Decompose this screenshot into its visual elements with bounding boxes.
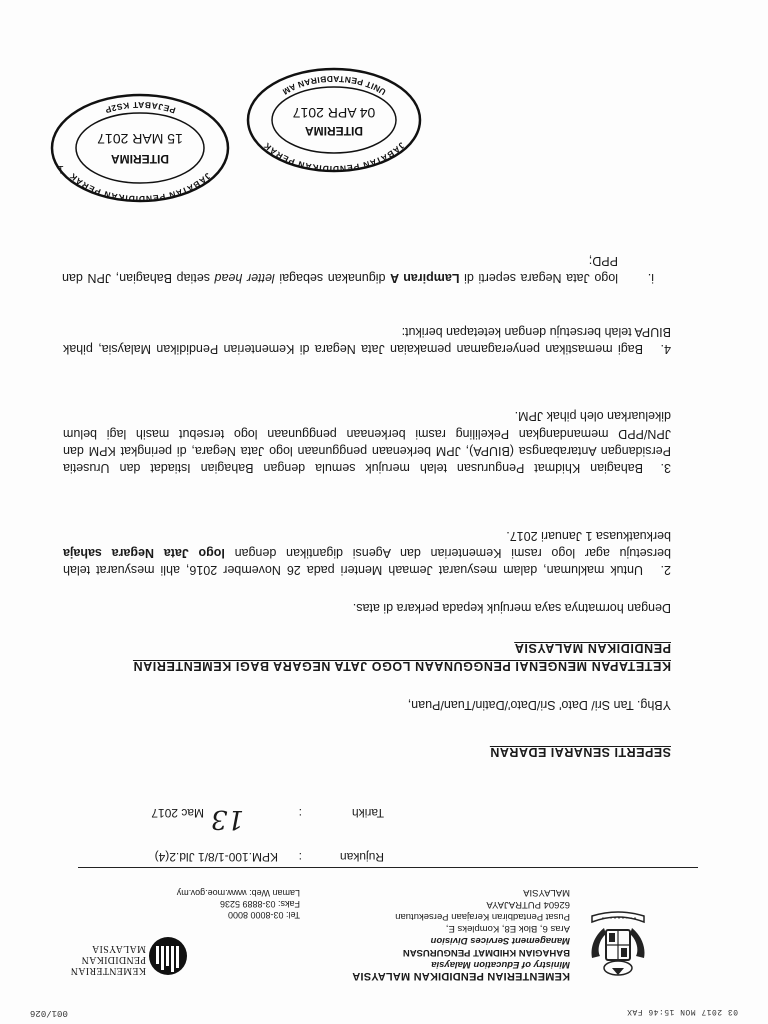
sub-item-text: logo Jata Negara seperti di xyxy=(464,271,618,285)
reference-label: Rujukan xyxy=(339,850,384,864)
logo-line: MALAYSIA xyxy=(91,943,146,954)
sub-item-i xyxy=(62,252,654,286)
paragraph-text: Bahagian Khidmat Pengurusan telah merujuk semula dengan Bahagian Istiadat dan Urusetia Persidangan Antarabangsa (BIUPA), JPM berkenaan penggunaan logo Jata Negara, di peringkat KPM dan JPN/PPD memandangkan Pekeliling rasmi berkenaan penggunaan logo tersebut masih lagi belum dikeluarkan oleh pihak JPM. xyxy=(63,409,671,475)
sub-item-emphasis: Lampiran A xyxy=(390,271,460,285)
letterhead-divider xyxy=(78,867,698,868)
division-name: BAHAGIAN KHIDMAT PENGURUSAN xyxy=(402,947,570,958)
address-line: MALAYSIA xyxy=(523,887,570,898)
phone-number: Tel: 03-8000 8000 xyxy=(227,910,300,920)
colon: : xyxy=(298,806,302,820)
paragraph-number: 4. xyxy=(660,342,671,356)
page-number: 1 xyxy=(57,163,64,175)
logo-line: PENDIDIKAN xyxy=(81,954,146,965)
ministry-name-en: Ministry of Education Malaysia xyxy=(431,959,570,970)
website: Laman Web: www.moe.gov.my xyxy=(176,888,300,898)
logo-line: KEMENTERIAN xyxy=(70,965,146,976)
date-label: Tarikh xyxy=(351,806,384,820)
ministry-name: KEMENTERIAN PENDIDIKAN MALAYSIA xyxy=(352,970,570,982)
reference-number: KPM.100-1/8/1 Jld.2(4) xyxy=(154,850,278,864)
sub-item-number: i. xyxy=(647,271,654,285)
address-line: 62604 PUTRAJAYA xyxy=(486,899,570,910)
division-name-en: Management Services Division xyxy=(430,935,570,946)
letter-subject: KETETAPAN MENGENAI PENGGUNAAN LOGO JATA NEGARA BAGI KEMENTERIAN PENDIDIKAN MALAYSIA xyxy=(132,641,671,673)
stamp-date: 15 MAR 2017 xyxy=(97,131,183,147)
paragraph-3 xyxy=(63,407,671,476)
distribution-heading: SEPERTI SENARAI EDARAN xyxy=(489,745,671,759)
paragraph-emphasis: logo Jata Negara sahaja xyxy=(63,545,225,560)
stamp-top-text: JABATAN PENDIDIKAN PERAK xyxy=(261,140,407,174)
svg-text:JABATAN PENDIDIKAN PERAK xyxy=(261,140,407,174)
fax-number: Faks: 03-8889 5236 xyxy=(219,899,300,909)
stamp-date: 04 APR 2017 xyxy=(292,105,376,121)
paragraph-text: berkuatkuasa 1 Januari 2017. xyxy=(506,528,671,543)
sub-item-text: setiap Bahagian, JPN dan PPD; xyxy=(62,253,618,285)
stamp-status: DITERIMA xyxy=(111,152,169,166)
date-month-year: Mac 2017 xyxy=(151,806,204,820)
paragraph-number: 3. xyxy=(660,461,671,475)
sub-item-italic: letter head xyxy=(214,271,275,285)
received-stamp xyxy=(244,66,424,174)
colon: : xyxy=(298,850,302,864)
date-day-handwritten: 13 xyxy=(210,804,244,834)
paragraph-number: 2. xyxy=(660,563,671,577)
letterhead-address xyxy=(260,886,570,982)
stamp-status: DITERIMA xyxy=(305,124,363,138)
address-line: Pusat Pentadbiran Kerajaan Persekutuan xyxy=(395,911,570,922)
letterhead-contact xyxy=(177,887,300,920)
kpm-logo-text xyxy=(70,943,146,976)
fax-header: 03 2017 MON 15:46 FAX xyxy=(626,1007,738,1016)
salutation: YBhg. Tan Sri/ Dato' Sri/Dato'/Datin/Tuan/Puan, xyxy=(407,698,671,712)
stamp-top-text: JABATAN PENDIDIKAN PERAK xyxy=(67,170,213,204)
stamp-bottom-text: PEJABAT KS2P xyxy=(103,99,177,116)
paragraph-4 xyxy=(63,323,671,357)
malaysia-coat-of-arms-icon xyxy=(586,908,650,978)
sub-item-text: digunakan sebagai xyxy=(279,271,386,285)
paragraph-text: Untuk makluman, dalam mesyuarat Jemaah Menteri pada 26 November 2016, ahli mesyuarat telah bersetuju agar logo rasmi Kementerian dan Agensi digantikan dengan xyxy=(63,545,671,577)
fax-page-counter: 001/026 xyxy=(30,1008,68,1018)
paragraph-2 xyxy=(63,526,671,578)
intro-sentence: Dengan hormatnya saya merujuk kepada perkara di atas. xyxy=(352,601,671,615)
address-line: Aras 6, Blok E8, Kompleks E, xyxy=(445,923,570,934)
stamp-bottom-text: UNIT PENTADBIRAN AM xyxy=(280,73,388,98)
svg-text:JABATAN PENDIDIKAN PERAK xyxy=(67,171,213,204)
received-stamp xyxy=(48,92,232,204)
paragraph-text: Bagi memastikan penyeragaman pemakaian Jata Negara di Kementerian Pendidikan Malaysia, pihak BIUPA telah bersetuju dengan ketetapan berikut: xyxy=(63,324,671,356)
